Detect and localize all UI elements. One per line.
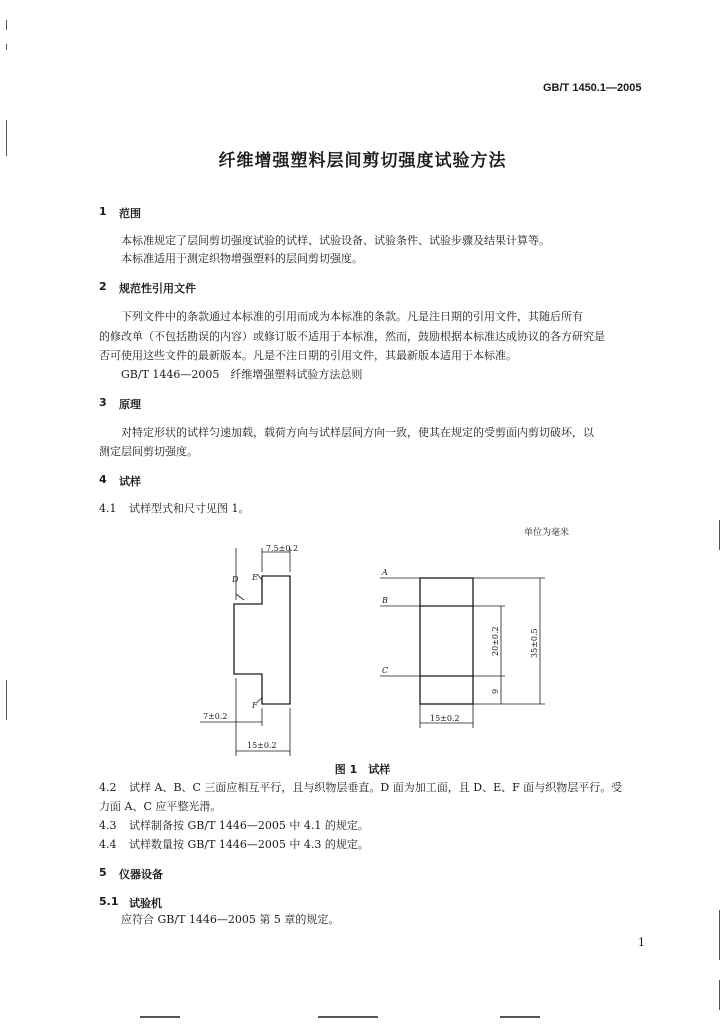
section-2-line-1: 下列文件中的条款通过本标准的引用而成为本标准的条款。凡是注日期的引用文件，其随后所有 — [121, 310, 583, 323]
section-5-number: 5 — [99, 866, 107, 879]
section-5-heading: 仪器设备 — [119, 868, 163, 881]
face-f-label: F — [252, 701, 258, 710]
clause-5-1-heading: 试验机 — [129, 897, 162, 910]
standard-number: GB/T 1450.1—2005 — [543, 82, 642, 94]
section-2-line-2: 的修改单（不包括勘误的内容）或修订版不适用于本标准，然而，鼓励根据本标准达成协议的各方研究是 — [99, 330, 605, 343]
section-4-heading: 试样 — [119, 475, 141, 488]
dim-9-label: 9 — [491, 688, 500, 694]
clause-4-1-text: 试样型式和尺寸见图 1。 — [129, 502, 250, 515]
section-2-heading: 规范性引用文件 — [119, 282, 196, 295]
section-2-number: 2 — [99, 280, 107, 293]
section-1-number: 1 — [99, 205, 107, 218]
face-b-label: B — [382, 596, 388, 605]
dim-left-label: 7±0.2 — [203, 712, 228, 721]
clause-4-2-line-2: 力面 A、C 应平整光滑。 — [99, 800, 222, 813]
figure-1-specimen-drawing — [190, 538, 570, 760]
section-3-line-2: 测定层间剪切强度。 — [99, 445, 198, 458]
section-3-number: 3 — [99, 396, 107, 409]
section-3-line-1: 对特定形状的试样匀速加载，载荷方向与试样层间方向一致，使其在规定的受剪面内剪切破坏，以 — [121, 426, 594, 439]
dim-20-label: 20±0.2 — [491, 626, 500, 656]
face-c-label: C — [382, 666, 389, 675]
face-a-label: A — [382, 568, 388, 577]
clause-4-2-line-1: 试样 A、B、C 三面应相互平行，且与织物层垂直。D 面为加工面，且 D、E、F 面与织物层平行。受 — [129, 781, 623, 794]
clause-5-1-number: 5.1 — [99, 895, 119, 908]
section-1-line-2: 本标准适用于测定织物增强塑料的层间剪切强度。 — [121, 252, 363, 265]
clause-4-4-text: 试样数量按 GB/T 1446—2005 中 4.3 的规定。 — [129, 838, 369, 851]
figure-1-caption: 图 1 试样 — [334, 763, 391, 776]
clause-5-1-text: 应符合 GB/T 1446—2005 第 5 章的规定。 — [121, 913, 340, 926]
section-2-reference: GB/T 1446—2005 纤维增强塑料试验方法总则 — [121, 368, 363, 381]
specimen-side-outline — [234, 576, 290, 704]
page-number: 1 — [638, 936, 645, 949]
unit-note: 单位为毫米 — [524, 528, 570, 538]
dim-bottom-left-label: 15±0.2 — [247, 741, 277, 750]
clause-4-3-number: 4.3 — [99, 819, 117, 832]
specimen-front-outline — [420, 578, 473, 704]
section-4-number: 4 — [99, 473, 107, 486]
dim-top-label: 7.5±0.2 — [266, 544, 299, 553]
dim-35-label: 35±0.5 — [530, 628, 539, 658]
document-title: 纤维增强塑料层间剪切强度试验方法 — [218, 151, 507, 171]
dim-bottom-right-label: 15±0.2 — [430, 714, 460, 723]
section-2-line-3: 否可使用这些文件的最新版本。凡是不注日期的引用文件，其最新版本适用于本标准。 — [99, 349, 517, 362]
clause-4-1-number: 4.1 — [99, 502, 117, 515]
face-e-label: E — [252, 573, 258, 582]
face-d-label: D — [232, 575, 239, 584]
section-3-heading: 原理 — [119, 398, 141, 411]
section-1-heading: 范围 — [119, 207, 141, 220]
clause-4-2-number: 4.2 — [99, 781, 117, 794]
section-1-line-1: 本标准规定了层间剪切强度试验的试样、试验设备、试验条件、试验步骤及结果计算等。 — [121, 234, 550, 247]
clause-4-3-text: 试样制备按 GB/T 1446—2005 中 4.1 的规定。 — [129, 819, 369, 832]
clause-4-4-number: 4.4 — [99, 838, 117, 851]
